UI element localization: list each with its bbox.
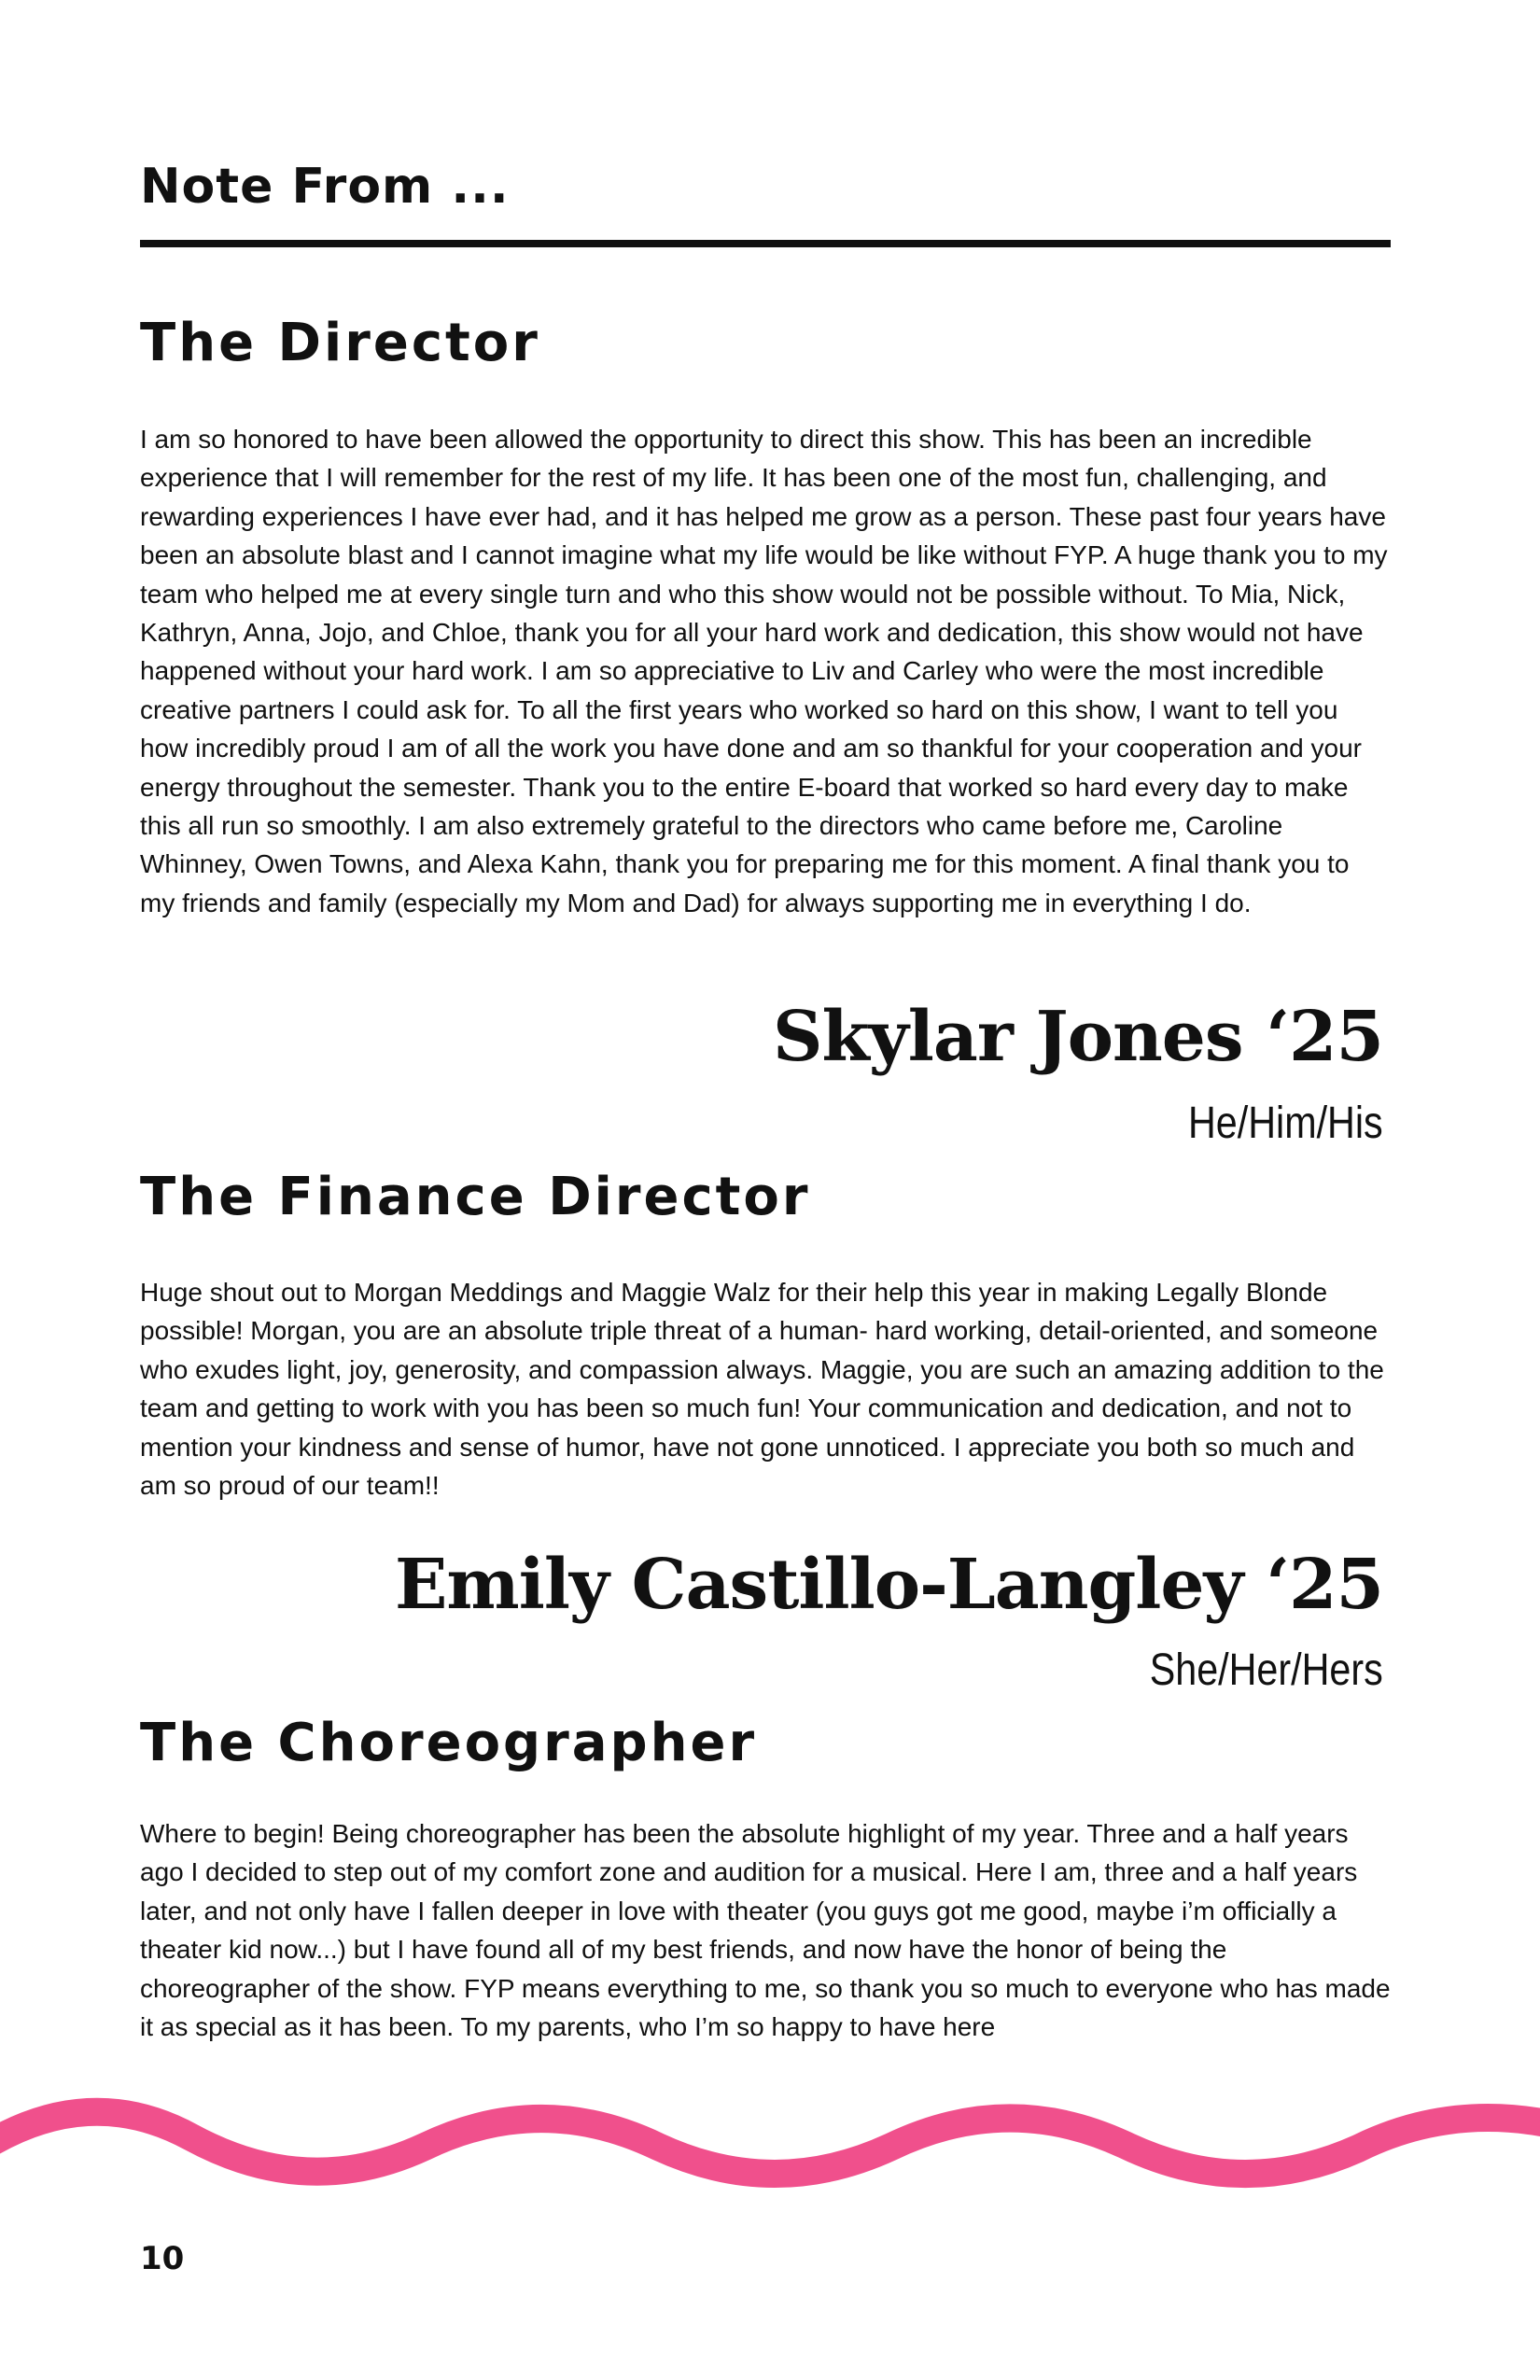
wave-line — [0, 2112, 1540, 2174]
finance-director-note: Huge shout out to Morgan Meddings and Maggie Walz for their help this year in making Legally Blonde possible! Morgan, you are an absolute triple threat of a human- hard working, detail-oriented, and someone who exudes light, joy, generosity, and compassion always. Maggie, you are such an amazing addition to the team and getting to work with you has been so much fun! Your communication and dedication, and not to mention your kindness and sense of humor, have not gone unnoticed. I appreciate you both so much and am so proud of our team!! — [140, 1278, 1384, 1501]
decorative-wave — [0, 2091, 1540, 2203]
director-pronouns: He/Him/His — [1188, 1099, 1383, 1148]
page-number: 10 — [140, 2240, 185, 2277]
director-heading: The Director — [140, 313, 540, 373]
choreographer-heading: The Choreographer — [140, 1713, 758, 1773]
finance-director-pronouns: She/Her/Hers — [1149, 1645, 1383, 1695]
page-header: Note From ... — [140, 159, 510, 215]
finance-director-heading: The Finance Director — [140, 1167, 811, 1227]
finance-director-signature: Emily Castillo-Langley ‘25 — [395, 1545, 1383, 1625]
header-rule — [140, 240, 1391, 247]
choreographer-note: Where to begin! Being choreographer has been the absolute highlight of my year. Three and a half years ago I decided to step out of my comfort zone and audition for a musical. Here I am, three and a half years later, and not only have I fallen deeper in love with theater (you guys got me good, maybe i’m officially a theater kid now...) but I have found all of my best friends, and now have the honor of being the choreographer of the show. FYP means everything to me, so thank you so much to everyone who has made it as special as it has been. To my parents, who I’m so happy to have here — [140, 1819, 1391, 2042]
director-signature: Skylar Jones ‘25 — [773, 997, 1383, 1077]
director-note: I am so honored to have been allowed the opportunity to direct this show. This has been an incredible experience that I will remember for the rest of my life. It has been one of the most fun, challenging, and rewarding experiences I have ever had, and it has helped me grow as a person. These past four years have been an absolute blast and I cannot imagine what my life would be like without FYP. A huge thank you to my team who helped me at every single turn and who this show would not be possible without. To Mia, Nick, Kathryn, Anna, Jojo, and Chloe, thank you for all your hard work and dedication, this show would not have happened without your hard work. I am so appreciative to Liv and Carley who were the most incredible creative partners I could ask for. To all the first years who worked so hard on this show, I want to tell you how incredibly proud I am of all the work you have done and am so thankful for your cooperation and your energy throughout the semester. Thank you to the entire E-board that worked so hard every day to make this all run so smoothly. I am also extremely grateful to the directors who came before me, Caroline Whinney, Owen Towns, and Alexa Kahn, thank you for preparing me for this moment. A final thank you to my friends and family (especially my Mom and Dad) for always supporting me in everything I do. — [140, 425, 1388, 917]
